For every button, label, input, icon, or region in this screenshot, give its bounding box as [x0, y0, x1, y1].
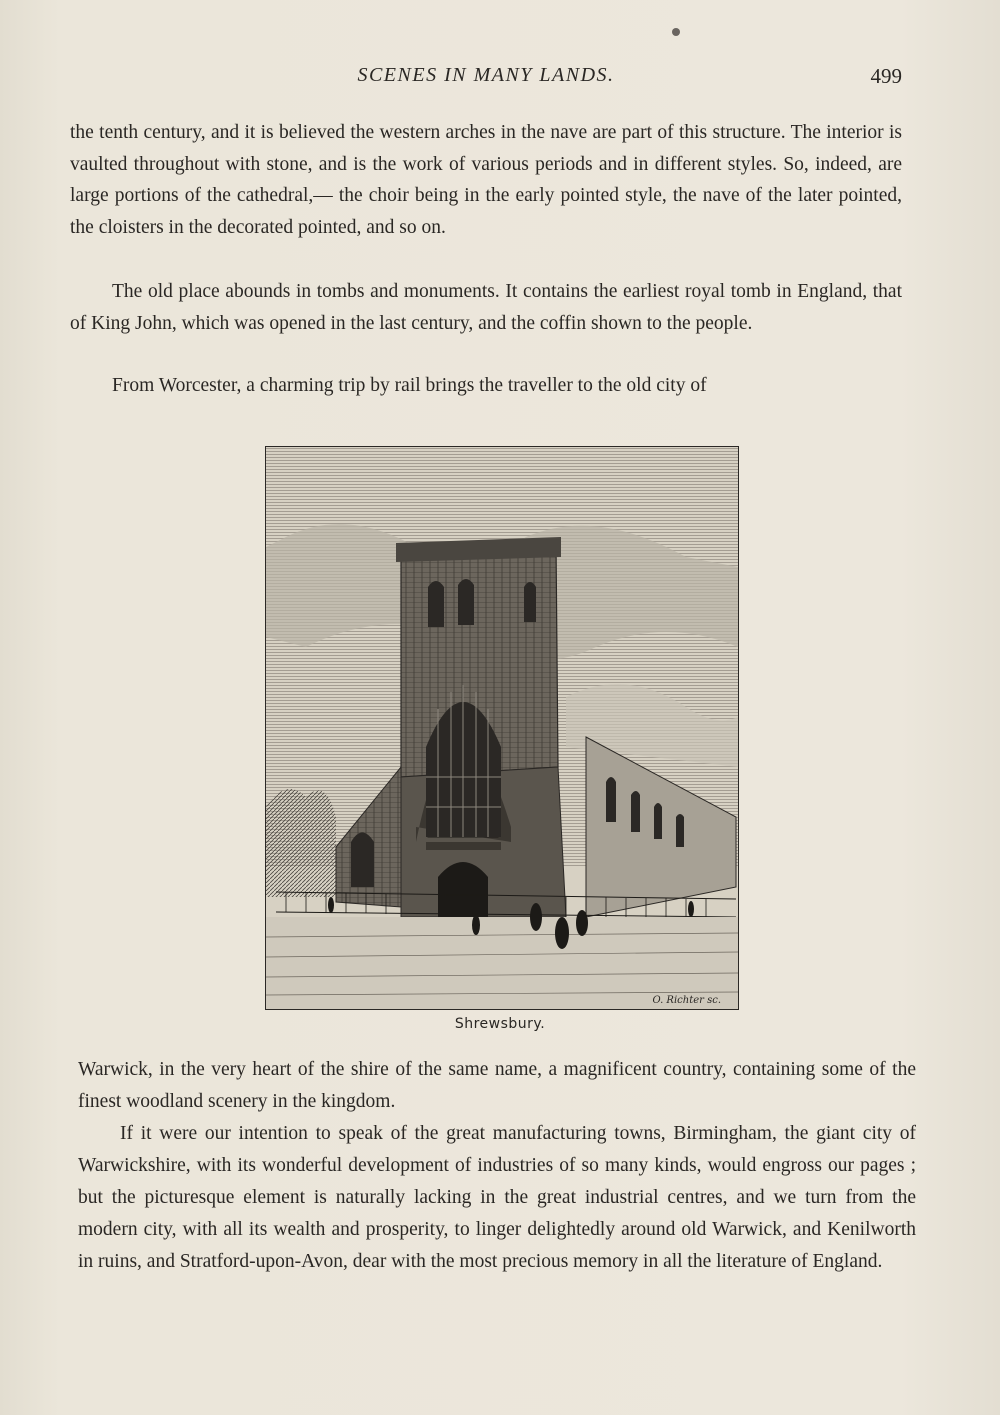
doorway	[438, 862, 488, 917]
figure-caption: Shrewsbury.	[454, 1016, 546, 1032]
shrewsbury-engraving	[265, 446, 739, 1010]
church-illustration	[266, 447, 738, 1009]
tower-window	[428, 581, 444, 627]
page-number: 499	[870, 64, 902, 88]
paragraph-warwick: Warwick, in the very heart of the shire of the same name, a magnificent country, containing some of the finest woodland scenery in the kingdom.	[78, 1059, 916, 1112]
running-title: SCENES IN MANY LANDS.	[357, 64, 615, 86]
paragraph-cathedral-description: the tenth century, and it is believed the western arches in the nave are part of this structure. The interior is vaulted throughout with stone, and is the work of various periods and in different styles. So, indeed, are large portions of the cathedral,— the choir being in the early pointed style, the nave of the later pointed, the cloisters in the decorated pointed, and so on.	[70, 122, 902, 239]
trees	[266, 789, 336, 897]
aisle-window	[351, 833, 374, 888]
ink-speck	[672, 28, 680, 36]
page-header	[70, 64, 902, 98]
tower-window	[458, 579, 474, 625]
paragraph-tombs: The old place abounds in tombs and monuments. It contains the earliest royal tomb in England, that of King John, which was opened in the last century, and the coffin shown to the people.	[70, 281, 902, 334]
paragraph-worcester-trip: From Worcester, a charming trip by rail brings the traveller to the old city of	[112, 375, 707, 396]
engraver-signature: O. Richter sc.	[652, 995, 721, 1006]
paragraph-birmingham: If it were our intention to speak of the great manufacturing towns, Birmingham, the giant city of Warwickshire, with its wonderful development of industries of so many kinds, would engross our pages ; but the picturesque element is naturally lacking in the great industrial centres, and we turn from the modern city, with all its wealth and prosperity, to linger delightedly around old Warwick, and Kenilworth in ruins, and Stratford-upon-Avon, dear with the most precious memory in all the literature of England.	[78, 1123, 916, 1272]
tower-window	[524, 582, 536, 622]
